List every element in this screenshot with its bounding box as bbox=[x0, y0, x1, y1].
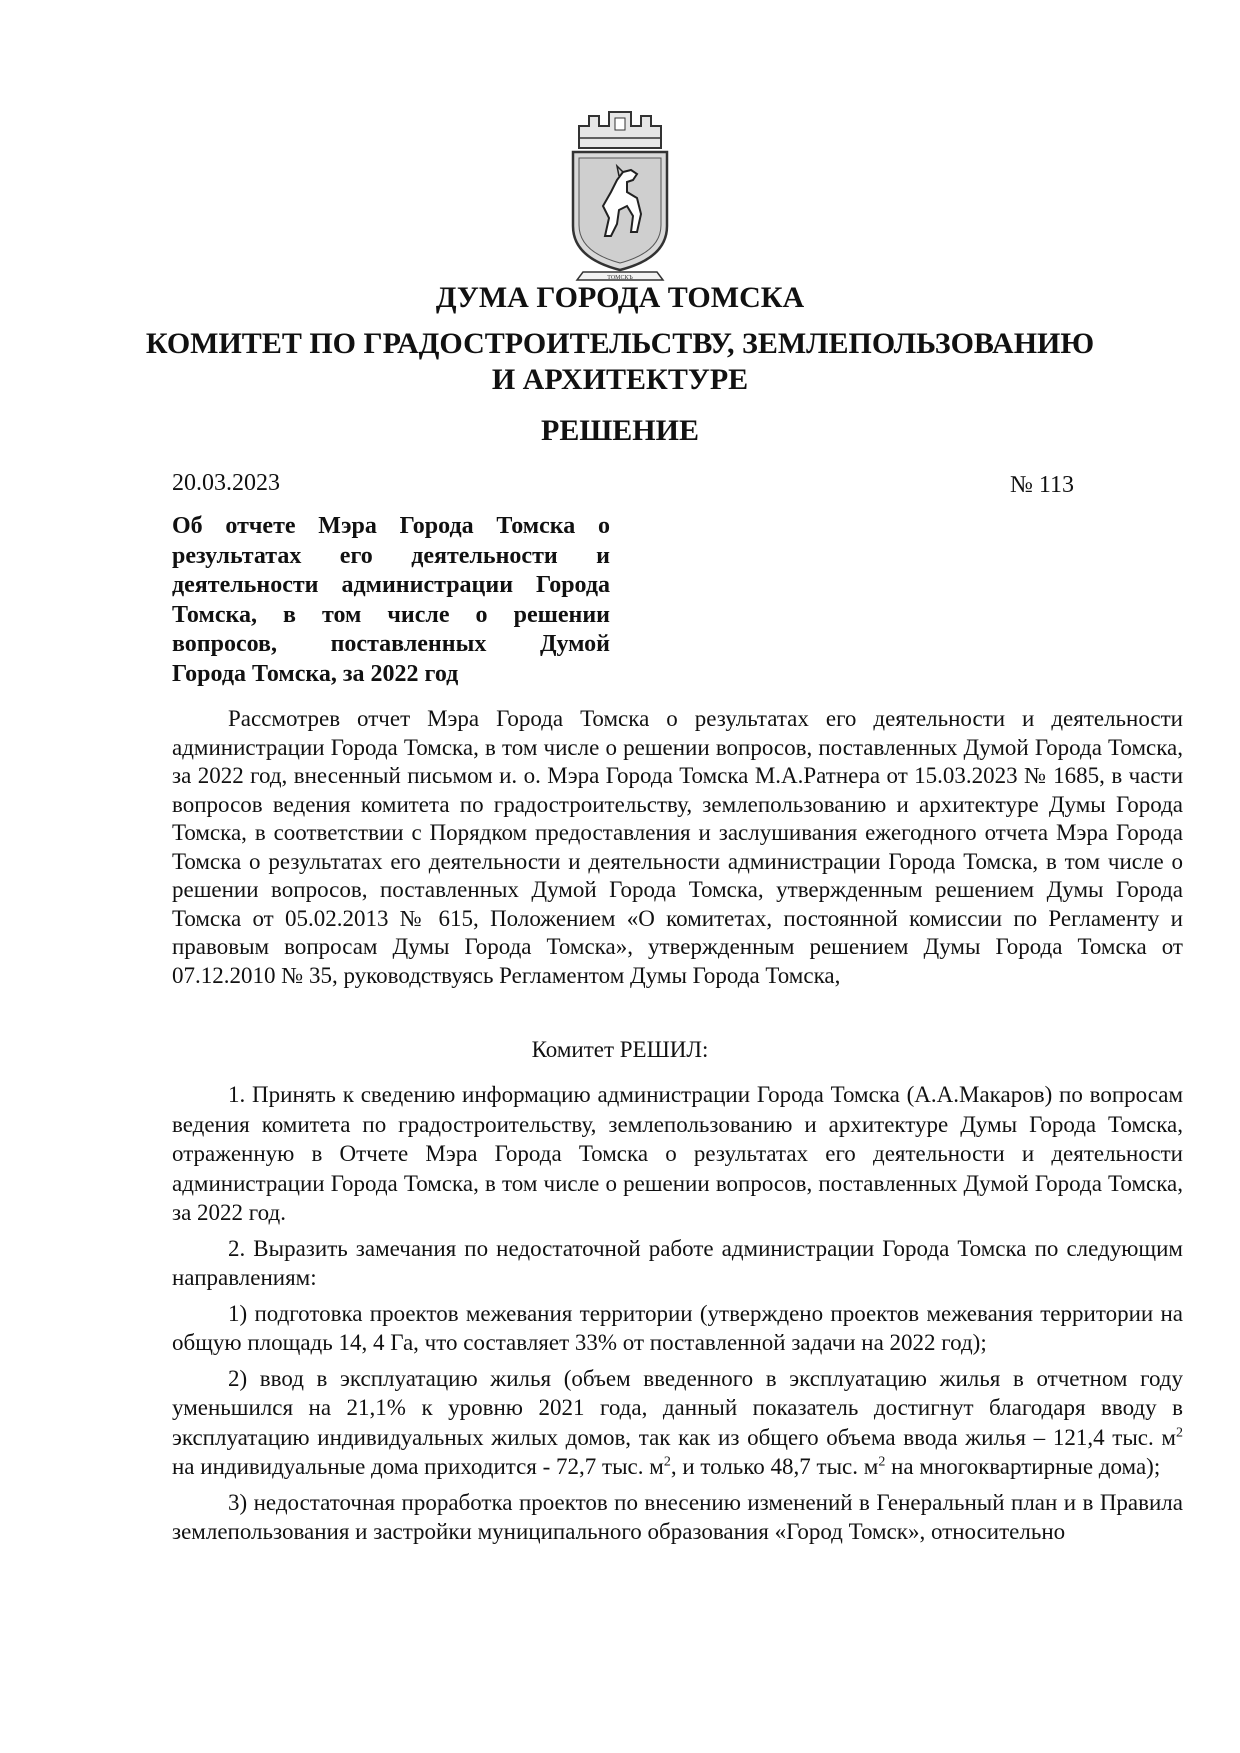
committee-title-line1: КОМИТЕТ ПО ГРАДОСТРОИТЕЛЬСТВУ, ЗЕМЛЕПОЛЬЗОВАНИЮ bbox=[145, 327, 1095, 360]
emblem-motto: ТОМСКЪ bbox=[607, 275, 633, 281]
item-2-2-part-c: , и только 48,7 тыс. м bbox=[670, 1454, 879, 1479]
subject-text: Об отчете Мэра Города Томска о результатах его деятельности и деятельности администрации Города Томска, в том числе о решении вопросов, поставленных Думой bbox=[172, 513, 610, 657]
subject-last-line: Города Томска, за 2022 год bbox=[172, 660, 459, 687]
item-2-2-part-a: 2) ввод в эксплуатацию жилья (объем введенного в эксплуатацию жилья в отчетном году уменьшился на 21,1% к уровню 2021 года, данный показатель достигнут благодаря вводу в эксплуатацию индивидуальных жилых домов, так как из общего объема ввода жилья – 121,4 тыс. м bbox=[172, 1365, 1183, 1450]
item-2-1: 1) подготовка проектов межевания территории (утверждено проектов межевания территории на общую площадь 14, 4 Га, что составляет 33% от поставленной задачи на 2022 год); bbox=[172, 1300, 1183, 1355]
item-2-2-part-b: на индивидуальные дома приходится - 72,7 тыс. м bbox=[172, 1454, 664, 1479]
superscript-2c: 2 bbox=[878, 1454, 886, 1470]
superscript-2b: 2 bbox=[663, 1454, 671, 1470]
committee-title bbox=[0, 326, 1240, 398]
resolved-heading: Комитет РЕШИЛ: bbox=[531, 1037, 709, 1062]
preamble bbox=[172, 705, 1183, 990]
item-2-3: 3) недостаточная проработка проектов по внесению изменений в Генеральный план и в Правила землепользования и застройки муниципального образования «Город Томск», относительно bbox=[172, 1489, 1183, 1544]
item-1: 1. Принять к сведению информацию администрации Города Томска (А.А.Макаров) по вопросам ведения комитета по градостроительству, землепользованию и архитектуре Думы Города Томска, отраженную в Отчете Мэра Города Томска о результатах его деятельности и деятельности администрации Города Томска, в том числе о решении вопросов, поставленных Думой Города Томска, за 2022 год. bbox=[172, 1082, 1183, 1225]
tomsk-coat-of-arms-icon bbox=[565, 108, 675, 286]
item-2-2 bbox=[172, 1364, 1183, 1482]
decision-date: 20.03.2023 bbox=[172, 470, 280, 496]
decision-number: № 113 bbox=[1010, 472, 1075, 498]
decision-subject bbox=[172, 512, 610, 689]
superscript-2a: 2 bbox=[1176, 1424, 1183, 1440]
duma-title: ДУМА ГОРОДА ТОМСКА bbox=[435, 281, 805, 314]
item-2: 2. Выразить замечания по недостаточной работе администрации Города Томска по следующим направлениям: bbox=[172, 1235, 1183, 1290]
decision-items bbox=[172, 1080, 1183, 1553]
item-2-2-part-d: на многоквартирные дома); bbox=[885, 1454, 1161, 1479]
document-type: РЕШЕНИЕ bbox=[541, 414, 699, 447]
committee-title-line2: И АРХИТЕКТУРЕ bbox=[491, 363, 749, 396]
preamble-text: Рассмотрев отчет Мэра Города Томска о результатах его деятельности и деятельности администрации Города Томска, в том числе о решении вопросов, поставленных Думой Города Томска, за 2022 год, внесенный письмом и. о. Мэра Города Томска М.А.Ратнера от 15.03.2023 № 1685, в части вопросов ведения комитета по градостроительству, землепользованию и архитектуре Думы Города Томска, в соответствии с Порядком предоставления и заслушивания ежегодного отчета Мэра Города Томска о результатах его деятельности и деятельности администрации Города Томска, в том числе о решении вопросов, поставленных Думой Города Томска, утвержденным решением Думы Города Томска от 05.02.2013 № 615, Положением «О комитетах, постоянной комиссии по Регламенту и правовым вопросам Думы Города Томска», утвержденным решением Думы Города Томска от 07.12.2010 № 35, руководствуясь Регламентом Думы Города Томска, bbox=[172, 706, 1183, 988]
